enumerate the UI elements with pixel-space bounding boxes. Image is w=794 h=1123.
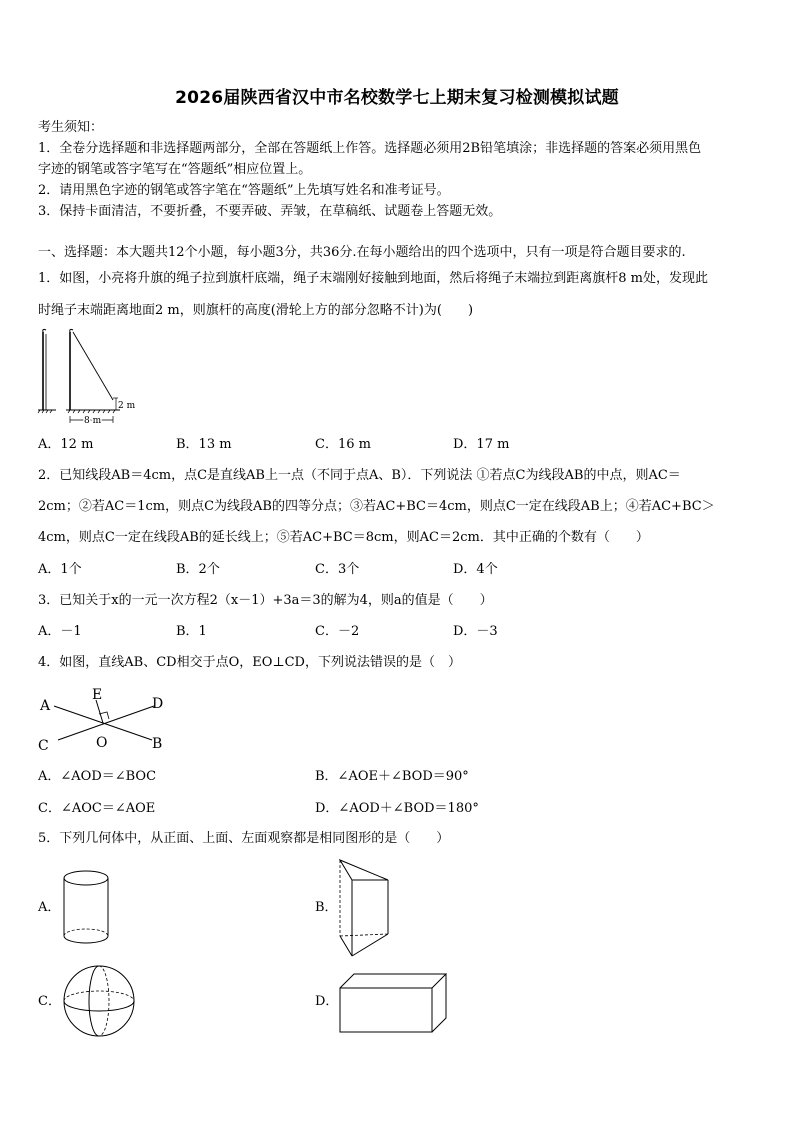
notice-item-1-cont: 字迹的钢笔或答字笔写在“答题纸”相应位置上。 [38,162,312,177]
q4-option-d[interactable]: D．∠AOD＋∠BOD＝180° [315,801,479,816]
notice-item-2: 2．请用黑色字迹的钢笔或答字笔在“答题纸”上先填写姓名和准考证号。 [38,183,450,198]
q4-label-e: E [92,687,103,703]
q1-option-d[interactable]: D．17 m [453,437,510,452]
q5-cylinder-figure[interactable] [62,868,112,948]
q4-option-b[interactable]: B．∠AOE＋∠BOD＝90° [315,769,469,784]
q3-line-1: 3．已知关于x的一元一次方程2（x－1）+3a＝3的解为4，则a的值是（ ） [38,593,493,608]
q5-option-a[interactable]: A． [38,900,61,915]
q1-option-b[interactable]: B．13 m [176,437,232,452]
q4-label-b: B [152,736,163,752]
q5-option-c[interactable]: C． [38,994,61,1009]
q2-line-3: 4cm，则点C一定在线段AB的延长线上；⑤若AC+BC＝8cm，则AC＝2cm．其中正确的个数有（ ） [38,530,649,545]
q4-line-1: 4．如图，直线AB、CD相交于点O，EO⊥CD，下列说法错误的是（ ） [38,655,461,670]
q5-option-b[interactable]: B． [315,900,338,915]
q2-line-2: 2cm；②若AC＝1cm，则点C为线段AB的四等分点；③若AC+BC＝4cm，则点C一定在线段AB上；④若AC+BC＞ [38,499,715,514]
q1-line-2: 时绳子末端距离地面2 m，则旗杆的高度(滑轮上方的部分忽略不计)为( ) [38,303,474,318]
q4-label-c: C [38,738,49,754]
q4-option-c[interactable]: C．∠AOC＝∠AOE [38,801,156,816]
q5-line-1: 5．下列几何体中，从正面、上面、左面观察都是相同图形的是（ ） [38,831,450,846]
q2-option-d[interactable]: D．4个 [453,562,498,577]
q2-option-b[interactable]: B．2个 [176,562,220,577]
q1-label-8m: 8 m [84,416,102,426]
q1-line-1: 1．如图，小亮将升旗的绳子拉到旗杆底端，绳子末端刚好接触到地面，然后将绳子末端拉到距离旗杆8 m处，发现此 [38,271,709,286]
q5-triangular-prism-figure[interactable] [336,856,396,960]
q4-label-a: A [40,698,51,714]
section-heading: 一、选择题：本大题共12个小题，每小题3分，共36分.在每小题给出的四个选项中，只有一项是符合题目要求的. [38,245,686,260]
q4-label-d: D [152,696,164,712]
q1-label-2m: 2 m [118,401,136,411]
q4-label-o: O [96,735,108,751]
q1-option-a[interactable]: A．12 m [38,437,94,452]
q5-sphere-figure[interactable] [62,962,138,1040]
q3-option-c[interactable]: C．－2 [315,624,360,639]
notice-item-1: 1．全卷分选择题和非选择题两部分，全部在答题纸上作答。选择题必须用2B铅笔填涂；非选择题的答案必须用黑色 [38,141,702,156]
q1-flagpole-figure [38,328,138,428]
q4-intersecting-lines-figure [36,684,176,756]
q5-cuboid-figure[interactable] [338,972,452,1036]
q2-option-a[interactable]: A．1个 [38,562,82,577]
page-title: 2026届陕西省汉中市名校数学七上期末复习检测模拟试题 [175,88,619,108]
q2-option-c[interactable]: C．3个 [315,562,360,577]
q5-option-d[interactable]: D． [315,994,339,1009]
notice-item-3: 3．保持卡面清洁，不要折叠，不要弄破、弄皱，在草稿纸、试题卷上答题无效。 [38,204,502,219]
notice-heading: 考生须知： [38,120,104,135]
q3-option-b[interactable]: B．1 [176,624,207,639]
q1-option-c[interactable]: C．16 m [315,437,371,452]
q2-line-1: 2．已知线段AB＝4cm，点C是直线AB上一点（不同于点A、B）．下列说法 ①若点C为线段AB的中点，则AC＝ [38,468,681,483]
q3-option-d[interactable]: D．－3 [453,624,498,639]
q4-option-a[interactable]: A．∠AOD＝∠BOC [38,769,157,784]
q3-option-a[interactable]: A．－1 [38,624,82,639]
